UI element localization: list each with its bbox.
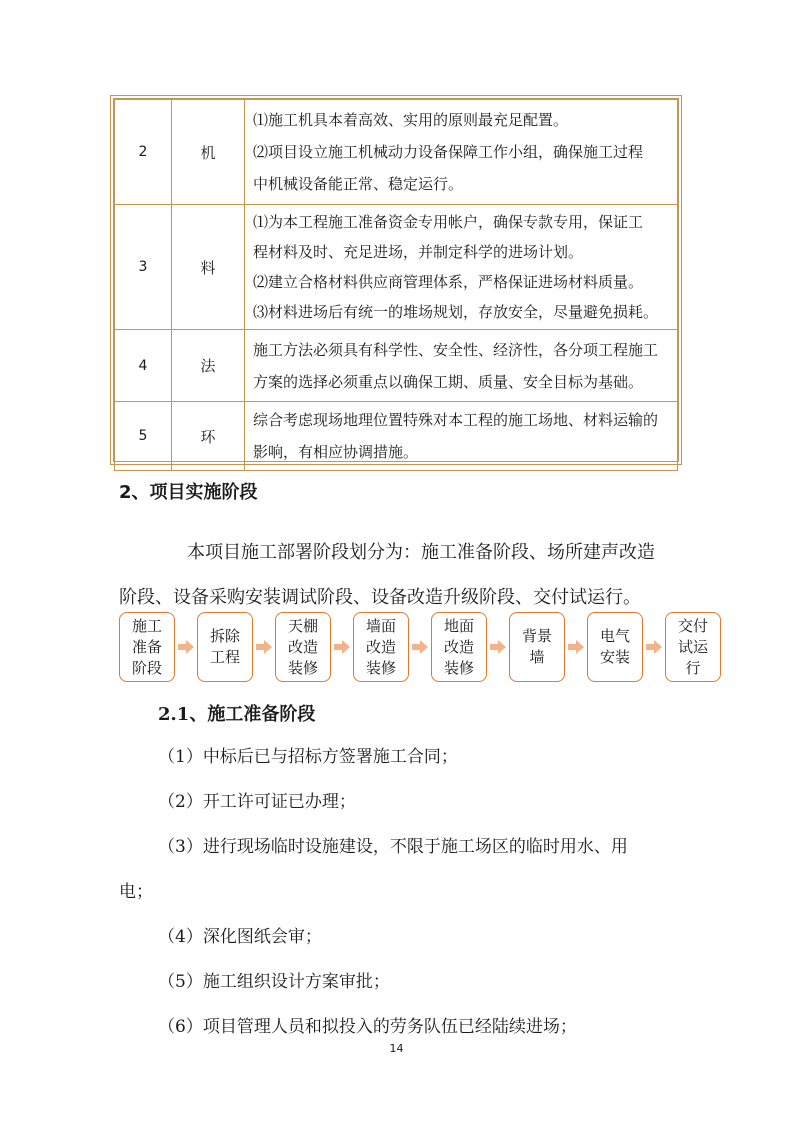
flow-step-box — [119, 612, 175, 682]
list-item: （1）中标后已与招标方签署施工合同； — [158, 747, 458, 767]
list-item-continuation: 电； — [119, 882, 153, 902]
row-description — [245, 330, 678, 402]
measures-table-inner — [113, 98, 679, 462]
flow-step-box — [509, 612, 565, 682]
flow-step-label: 地面改造装修 — [443, 616, 474, 677]
row-description — [245, 402, 678, 471]
row-category: 环 — [172, 402, 245, 471]
list-item: （5）施工组织设计方案审批； — [158, 972, 390, 992]
arrow-right-icon — [646, 640, 662, 654]
desc-line: ⑴施工机具本着高效、实用的原则最充足配置。 — [253, 111, 569, 129]
row-category: 料 — [172, 205, 245, 330]
flow-step-box — [353, 612, 409, 682]
row-description — [245, 100, 678, 205]
table-row — [115, 330, 678, 402]
desc-line: ⑵建立合格材料供应商管理体系，严格保证进场材料质量。 — [253, 273, 644, 291]
arrow-right-icon — [490, 640, 506, 654]
desc-line: 中机械设备能正常、稳定运行。 — [253, 175, 464, 193]
arrow-right-icon — [568, 640, 584, 654]
desc-line: ⑵项目设立施工机械动力设备保障工作小组，确保施工过程 — [253, 143, 644, 161]
list-item: （2）开工许可证已办理； — [158, 792, 356, 812]
flow-step-label: 交付试运行 — [677, 616, 708, 677]
phase-flow-chart — [119, 612, 724, 684]
flow-step-box — [431, 612, 487, 682]
section-paragraph — [119, 530, 679, 620]
list-item: （6）项目管理人员和拟投入的劳务队伍已经陆续进场； — [158, 1017, 577, 1037]
row-number: 2 — [115, 100, 172, 205]
desc-line: 方案的选择必须重点以确保工期、质量、安全目标为基础。 — [253, 372, 644, 391]
desc-line: ⑶材料进场后有统一的堆场规划，存放安全，尽量避免损耗。 — [253, 303, 659, 321]
row-category: 机 — [172, 100, 245, 205]
flow-step-label: 电气安装 — [599, 627, 630, 666]
flow-step-label: 墙面改造装修 — [365, 616, 396, 677]
flow-step-box — [587, 612, 643, 682]
row-number: 5 — [115, 402, 172, 471]
flow-step-box — [665, 612, 721, 682]
paragraph-line: 阶段、设备采购安装调试阶段、设备改造升级阶段、交付试运行。 — [119, 587, 641, 608]
list-item: （3）进行现场临时设施建设，不限于施工场区的临时用水、用 — [158, 837, 628, 857]
flow-step-label: 背景墙 — [521, 627, 552, 666]
measures-table-grid — [114, 99, 678, 471]
desc-line: 程材料及时、充足进场，并制定科学的进场计划。 — [253, 243, 584, 261]
table-row — [115, 100, 678, 205]
desc-line: 影响，有相应协调措施。 — [253, 443, 419, 461]
table-row — [115, 205, 678, 330]
desc-line: 综合考虑现场地理位置特殊对本工程的施工场地、材料运输的 — [253, 411, 659, 429]
desc-line: ⑴为本工程施工准备资金专用帐户，确保专款专用，保证工 — [253, 213, 644, 231]
list-item: （4）深化图纸会审； — [158, 927, 322, 947]
measures-table — [110, 95, 682, 465]
desc-line: 施工方法必须具有科学性、安全性、经济性，各分项工程施工 — [253, 340, 659, 359]
row-category: 法 — [172, 330, 245, 402]
section-heading: 2、项目实施阶段 — [119, 482, 258, 503]
flow-step-box — [197, 612, 253, 682]
arrow-right-icon — [178, 640, 194, 654]
row-number: 4 — [115, 330, 172, 402]
arrow-right-icon — [412, 640, 428, 654]
row-description — [245, 205, 678, 330]
flow-step-box — [275, 612, 331, 682]
flow-step-label: 施工准备阶段 — [131, 616, 162, 677]
arrow-right-icon — [256, 640, 272, 654]
subsection-heading: 2.1、施工准备阶段 — [158, 704, 316, 725]
preparation-items — [119, 735, 679, 1050]
arrow-right-icon — [334, 640, 350, 654]
flow-step-label: 天棚改造装修 — [287, 616, 318, 677]
flow-step-label: 拆除工程 — [209, 627, 240, 666]
table-row — [115, 402, 678, 471]
page-number: 14 — [389, 1042, 404, 1055]
paragraph-line: 本项目施工部署阶段划分为：施工准备阶段、场所建声改造 — [187, 542, 655, 563]
row-number: 3 — [115, 205, 172, 330]
